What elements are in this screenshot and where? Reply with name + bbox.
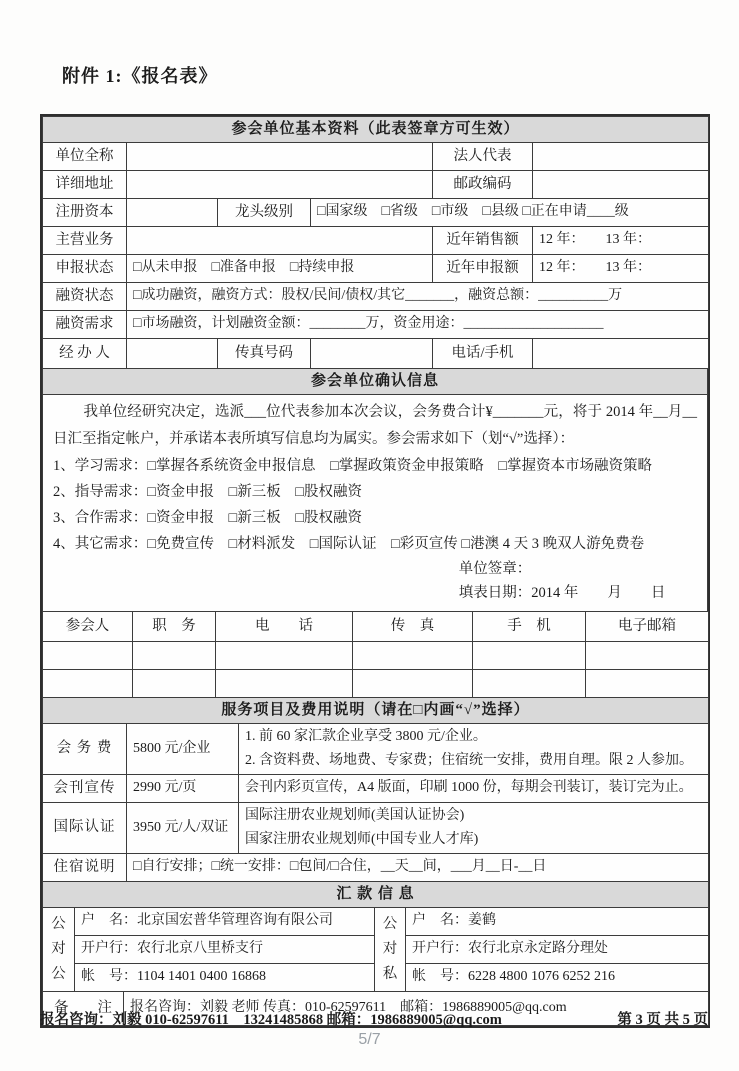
- personal-account-vertical-label: 公 对 私: [375, 908, 406, 992]
- financing-status-text: □成功融资，融资方式：股权/民间/债权/其它_______，融资总额：__________万: [127, 283, 709, 311]
- attendee-cell: [216, 670, 353, 698]
- confirmation-item-cooperation: 3、合作需求：□资金申报 □新三板 □股权融资: [53, 510, 363, 526]
- phone-label: 电话/手机: [433, 339, 533, 369]
- footer-page-number: 第 3 页 共 5 页: [617, 1012, 708, 1028]
- declare-status-label: 申报状态: [43, 255, 127, 283]
- confirmation-item-study: 1、学习需求：□掌握各系统资金申报信息 □掌握政策资金申报策略 □掌握资本市场融资策略: [53, 458, 653, 474]
- confirmation-table: [42, 368, 708, 612]
- attendee-header-phone: 电 话: [216, 612, 353, 642]
- confirmation-body: [43, 395, 708, 612]
- attendee-row: [43, 670, 709, 698]
- certification-label: 国际认证: [43, 803, 127, 854]
- attendee-cell: [586, 642, 709, 670]
- confirmation-item-other: 4、其它需求：□免费宣传 □材料派发 □国际认证 □彩页宣传 □港澳 4 天 3 晚双人游免费卷: [53, 536, 645, 552]
- personal-account-name: 户 名：姜鹤: [406, 908, 709, 936]
- recent-declare-label: 近年申报额: [433, 255, 533, 283]
- main-business-label: 主营业务: [43, 227, 127, 255]
- corporate-account-vertical-label: 公 对 公: [43, 908, 75, 992]
- main-business-field: [127, 227, 433, 255]
- certification-desc-line: 国家注册农业规划师(中国专业人才库): [245, 832, 479, 847]
- conference-fee-label: 会 务 费: [43, 724, 127, 775]
- attendee-cell: [473, 670, 586, 698]
- confirmation-header: 参会单位确认信息: [43, 369, 708, 395]
- attendee-header-name: 参会人: [43, 612, 133, 642]
- financing-status-label: 融资状态: [43, 283, 127, 311]
- service-row-journal-ad: [43, 775, 709, 803]
- company-name-field: [127, 143, 433, 171]
- unit-seal-label: 单位签章：: [458, 561, 532, 577]
- reg-capital-label: 注册资本: [43, 199, 127, 227]
- postal-code-field: [533, 171, 709, 199]
- remittance-table: [42, 881, 709, 992]
- attendee-cell: [353, 670, 473, 698]
- attendee-header-fax: 传 真: [353, 612, 473, 642]
- corporate-account-bank: 开户行：农行北京八里桥支行: [75, 936, 375, 964]
- confirmation-item-guidance: 2、指导需求：□资金申报 □新三板 □股权融资: [53, 484, 363, 500]
- service-row-lodging: [43, 854, 709, 882]
- declare-status-options: □从未申报 □准备申报 □持续申报: [127, 255, 433, 283]
- attendee-cell: [216, 642, 353, 670]
- recent-sales-label: 近年销售额: [433, 227, 533, 255]
- basic-info-header: 参会单位基本资料（此表签章方可生效）: [43, 117, 709, 143]
- journal-ad-label: 会刊宣传: [43, 775, 127, 803]
- attendee-header-mobile: 手 机: [473, 612, 586, 642]
- legal-rep-field: [533, 143, 709, 171]
- phone-field: [533, 339, 709, 369]
- fill-date-label: 填表日期：2014 年 月 日: [458, 585, 666, 601]
- attendee-cell: [586, 670, 709, 698]
- legal-rep-label: 法人代表: [433, 143, 533, 171]
- handler-field: [127, 339, 218, 369]
- corporate-account-name: 户 名：北京国宏普华管理咨询有限公司: [75, 908, 375, 936]
- leader-level-label: 龙头级别: [218, 199, 311, 227]
- personal-account-bank: 开户行：农行北京永定路分理处: [406, 936, 709, 964]
- basic-info-table: [42, 116, 709, 369]
- remittance-header: 汇 款 信 息: [43, 882, 709, 908]
- remark-text: 报名咨询：刘毅 老师 传真：010-62597611 邮箱：1986889005@qq.com: [124, 992, 709, 1026]
- attendee-cell: [133, 642, 216, 670]
- certification-desc-line: 国际注册农业规划师(美国认证协会): [245, 808, 465, 823]
- fax-field: [311, 339, 433, 369]
- financing-need-text: □市场融资，计划融资金额：________万，资金用途：____________________: [127, 311, 709, 339]
- journal-ad-price: 2990 元/页: [127, 775, 239, 803]
- recent-declare-value: 12 年： 13 年：: [533, 255, 709, 283]
- corporate-account-number: 帐 号：1104 1401 0400 16868: [75, 964, 375, 992]
- conference-fee-price: 5800 元/企业: [127, 724, 239, 775]
- recent-sales-value: 12 年： 13 年：: [533, 227, 709, 255]
- attendee-row: [43, 642, 709, 670]
- services-table: [42, 697, 709, 882]
- attendee-cell: [473, 642, 586, 670]
- reg-capital-field: [127, 199, 218, 227]
- footer-contact: 报名咨询：刘毅 010-62597611 13241485868 邮箱：1986889005@qq.com: [40, 1012, 502, 1028]
- attachment-title: 附件 1:《报名表》: [62, 66, 218, 86]
- remark-label: 备 注: [43, 992, 124, 1026]
- address-label: 详细地址: [43, 171, 127, 199]
- conference-fee-desc-line: 1. 前 60 家汇款企业享受 3800 元/企业。: [245, 729, 487, 744]
- conference-fee-desc: [239, 724, 709, 775]
- attendee-cell: [43, 670, 133, 698]
- attendee-header-email: 电子邮箱: [586, 612, 709, 642]
- service-row-conference-fee: [43, 724, 709, 775]
- attendee-cell: [43, 642, 133, 670]
- services-header: 服务项目及费用说明（请在□内画“√”选择）: [43, 698, 709, 724]
- handler-label: 经 办 人: [43, 339, 127, 369]
- leader-level-options: □国家级 □省级 □市级 □县级 □正在申请____级: [311, 199, 709, 227]
- attendee-header-title: 职 务: [133, 612, 216, 642]
- certification-price: 3950 元/人/双证: [127, 803, 239, 854]
- attendee-cell: [133, 670, 216, 698]
- attendees-table: [42, 611, 709, 698]
- registration-form: [40, 114, 710, 1028]
- attendee-cell: [353, 642, 473, 670]
- financing-need-label: 融资需求: [43, 311, 127, 339]
- lodging-options: □自行安排；□统一安排：□包间/□合住，__天__间，___月__日-__日: [127, 854, 709, 882]
- certification-desc: [239, 803, 709, 854]
- service-row-certification: [43, 803, 709, 854]
- personal-account-number: 帐 号：6228 4800 1076 6252 216: [406, 964, 709, 992]
- viewer-page-indicator: 5/7: [358, 1031, 381, 1048]
- journal-ad-desc: 会刊内彩页宣传，A4 版面，印刷 1000 份，每期会刊装订，装订完为止。: [239, 775, 709, 803]
- address-field: [127, 171, 433, 199]
- page-footer: [40, 1008, 708, 1029]
- conference-fee-desc-line: 2. 含资料费、场地费、专家费；住宿统一安排，费用自理。限 2 人参加。: [245, 753, 693, 768]
- confirmation-paragraph: 我单位经研究决定，选派___位代表参加本次会议，会务费合计¥_______元，将于 2014 年__月__日汇至指定帐户，并承诺本表所填写信息均为属实。参会需求如下（划“√”选择）：: [53, 404, 697, 447]
- lodging-label: 住宿说明: [43, 854, 127, 882]
- fax-label: 传真号码: [218, 339, 311, 369]
- company-name-label: 单位全称: [43, 143, 127, 171]
- postal-code-label: 邮政编码: [433, 171, 533, 199]
